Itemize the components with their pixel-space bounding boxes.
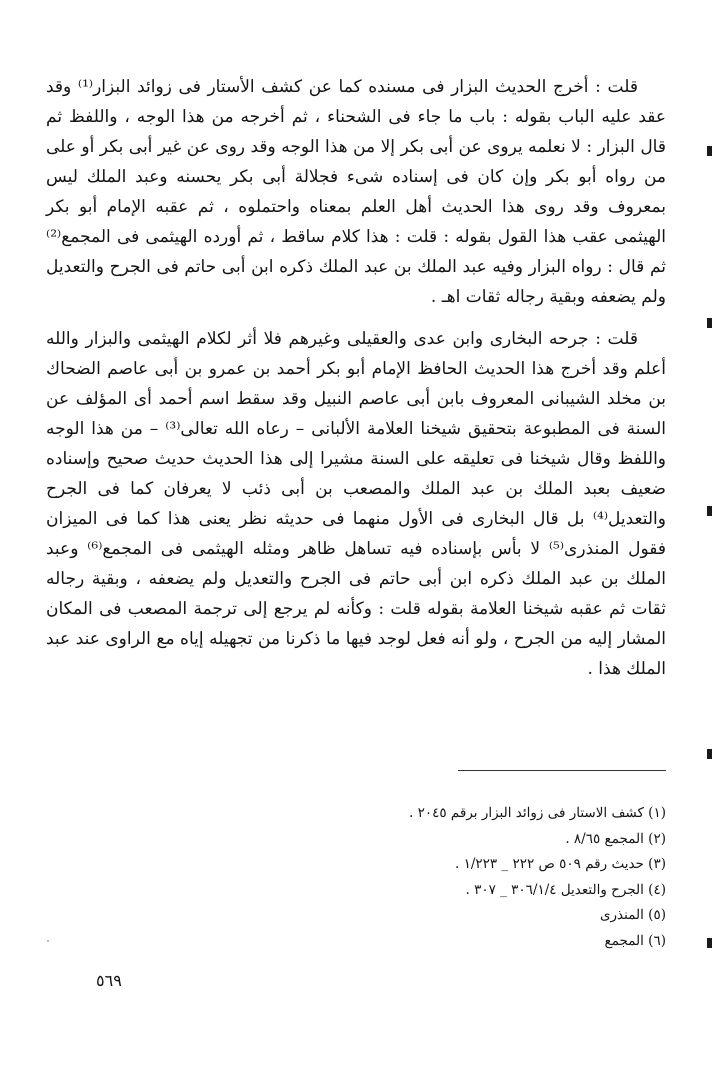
footnotes-list (300, 801, 666, 954)
body-text (46, 72, 666, 696)
paragraph-1: قلت : أخرج الحديث البزار فى مسنده كما عن كشف الأستار فى زوائد البزار⁽¹⁾ وقد عقد عليه الباب بقوله : باب ما جاء فى الشحناء ، ثم أخرجه من هذا الوجه ، واللفظ ثم قال البزار : لا نعلمه يروى عن أبى بكر إلا من هذا الوجه وقد روى عن غير أبى بكر أو على من رواه أبو بكر وإن كان فى إسناده شىء فجلالة أبى بكر يحسنه وعبد الملك ليس بمعروف وقد روى هذا الحديث أهل العلم بمعناه واحتملوه ، ثم عقبه الإمام أبو بكر الهيثمى عقب هذا القول بقوله : قلت : هذا كلام ساقط ، ثم أورده الهيثمى فى المجمع⁽²⁾ ثم قال : رواه البزار وفيه عبد الملك بن عبد الملك ذكره ابن أبى حاتم فى الجرح والتعديل ولم يضعفه وبقية رجاله ثقات اهـ . (46, 77, 666, 307)
footnote-2: (٢) المجمع ٨/٦٥ . (565, 830, 666, 847)
page-number: ٥٦٩ (96, 971, 122, 990)
footnote-divider (458, 770, 666, 771)
footnote-4: (٤) الجرح والتعديل ٣٠٦/١/٤ _ ٣٠٧ . (465, 881, 666, 898)
scan-edge-mark (707, 318, 712, 328)
footnote-1: (١) كشف الاستار فى زوائد البزار برقم ٢٠٤٥ . (408, 805, 666, 821)
footnote-5: (٥) المنذرى (599, 907, 666, 923)
scan-edge-mark (707, 506, 712, 516)
scan-edge-mark (707, 146, 712, 156)
scan-speck (47, 940, 49, 942)
footnote-3: (٣) حديث رقم ٥٠٩ ص ٢٢٢ _ ١/٢٢٣ . (454, 856, 666, 872)
paragraph-2: قلت : جرحه البخارى وابن عدى والعقيلى وغيرهم فلا أثر لكلام الهيثمى والبزار والله أعلم وقد أخرج هذا الحديث الحافظ الإمام أبو بكر أحمد بن عمرو بن أبى عاصم الضحاك بن مخلد الشيبانى المعروف بابن أبى عاصم النبيل وقد سقط اسم أحمد أى المؤلف عن السنة فى المطبوعة بتحقيق شيخنا العلامة الألبانى – رعاه الله تعالى⁽³⁾ – من هذا الوجه واللفظ وقال شيخنا فى تعليقه على السنة مشيرا إلى هذا الحديث حديث صحيح وإسناده ضعيف بعبد الملك بن عبد الملك والمصعب بن أبى ذئب لا يعرفان كما فى الجرح والتعديل⁽⁴⁾ بل قال البخارى فى الأول منهما فى حديثه نظر يعنى هذا كما فى الميزان فقول المنذرى⁽⁵⁾ لا بأس بإسناده فيه تساهل ظاهر ومثله الهيثمى فى المجمع⁽⁶⁾ وعبد الملك بن عبد الملك ذكره ابن أبى حاتم فى الجرح والتعديل ولم يضعفه ، وبقية رجاله ثقات ثم عقبه شيخنا العلامة بقوله قلت : وكأنه لم يرجع إلى ترجمة المصعب فى المكان المشار إليه من الجرح ، ولو أنه فعل لوجد فيها ما ذكرنا من تجهيله إياه مع الراوى عند عبد الملك هذا . (46, 329, 666, 679)
scan-edge-mark (707, 938, 712, 948)
footnote-6: (٦) المجمع (604, 932, 666, 949)
scan-edge-mark (707, 749, 712, 759)
